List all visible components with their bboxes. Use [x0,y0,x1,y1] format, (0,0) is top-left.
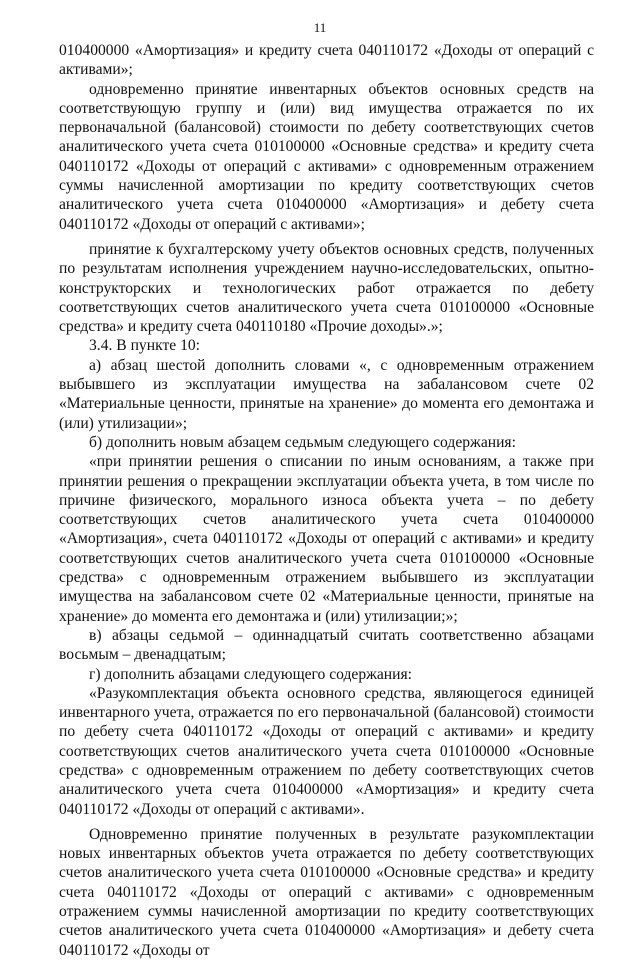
paragraph-item-g: г) дополнить абзацами следующего содержания: [89,665,413,683]
paragraph-clause-3-4: 3.4. В пункте 10: [89,337,201,355]
paragraph-item-v: в) абзацы седьмой – одиннадцатый считать соответственно абзацами восьмым – двенадцатым; [59,626,594,664]
paragraph-new-objects: Одновременно принятие полученных в результате разукомплектации новых инвентарных объектов учета отражается по дебету соответствующих счетов аналитического учета счета 010100000 «Основные средства» и кредиту счета 040110172 «Доходы от операций с активами» с одновременным отражением суммы начисленной амортизации по кредиту соответствующих счетов аналитического учета счета 010400000 «Амортизация» и дебету счета 040110172 «Доходы от [59,825,594,959]
paragraph-item-b: б) дополнить новым абзацем седьмым следующего содержания: [89,433,516,451]
paragraph-item-a: а) абзац шестой дополнить словами «, с одновременным отражением выбывшего из эксплуатации имущества на забалансовом счете 02 «Материальные ценности, принятые на хранение» до момента его демонтажа и (или) утилизации»; [59,356,594,432]
paragraph-research-results: принятие к бухгалтерскому учету объектов основных средств, полученных по результатам исполнения учреждением научно-исследовательских, опытно-конструкторских и технологических работ отражается по дебету соответствующих счетов аналитического учета счета 010100000 «Основные средства» и кредиту счета 040110180 «Прочие доходы».»; [59,240,594,336]
page-number: 11 [313,20,327,35]
paragraph-simultaneous-acceptance: одновременно принятие инвентарных объектов основных средств на соответствующую группу и (или) вид имущества отражается по их первоначальной (балансовой) стоимости по дебету соответствующих счетов аналитического учета счета 010100000 «Основные средства» и кредиту счета 040110172 «Доходы от операций с активами» с одновременным отражением суммы начисленной амортизации по кредиту соответствующих счетов аналитического учета счета 010400000 «Амортизация» и дебету счета 040110172 «Доходы от операций с активами»; [59,80,594,233]
document-body [59,41,594,960]
paragraph-continuation: 010400000 «Амортизация» и кредиту счета 040110172 «Доходы от операций с активами»; [59,42,594,79]
paragraph-disassembly-quote: «Разукомплектация объекта основного средства, являющегося единицей инвентарного учета, отражается по его первоначальной (балансовой) стоимости по дебету счета 040110172 «Доходы от операций с активами» и кредиту соответствующих счетов аналитического учета счета 010100000 «Основные средства» с одновременным отражением по дебету соответствующих счетов аналитического учета счета 010400000 «Амортизация» и кредиту счета 040110172 «Доходы от операций с активами». [59,684,594,818]
paragraph-write-off-quote: «при принятии решения о списании по иным основаниям, а также при принятии решения о прекращении эксплуатации объекта учета, в том числе по причине физического, морального износа объекта учета – по дебету соответствующих счетов аналитического учета счета 010400000 «Амортизация», счета 040110172 «Доходы от операций с активами» и кредиту соответствующих счетов аналитического учета счета 010100000 «Основные средства» с одновременным отражением выбывшего из эксплуатации имущества на забалансовом счете 02 «Материальные ценности, принятые на хранение» до момента его демонтажа и (или) утилизации;»; [59,453,594,625]
